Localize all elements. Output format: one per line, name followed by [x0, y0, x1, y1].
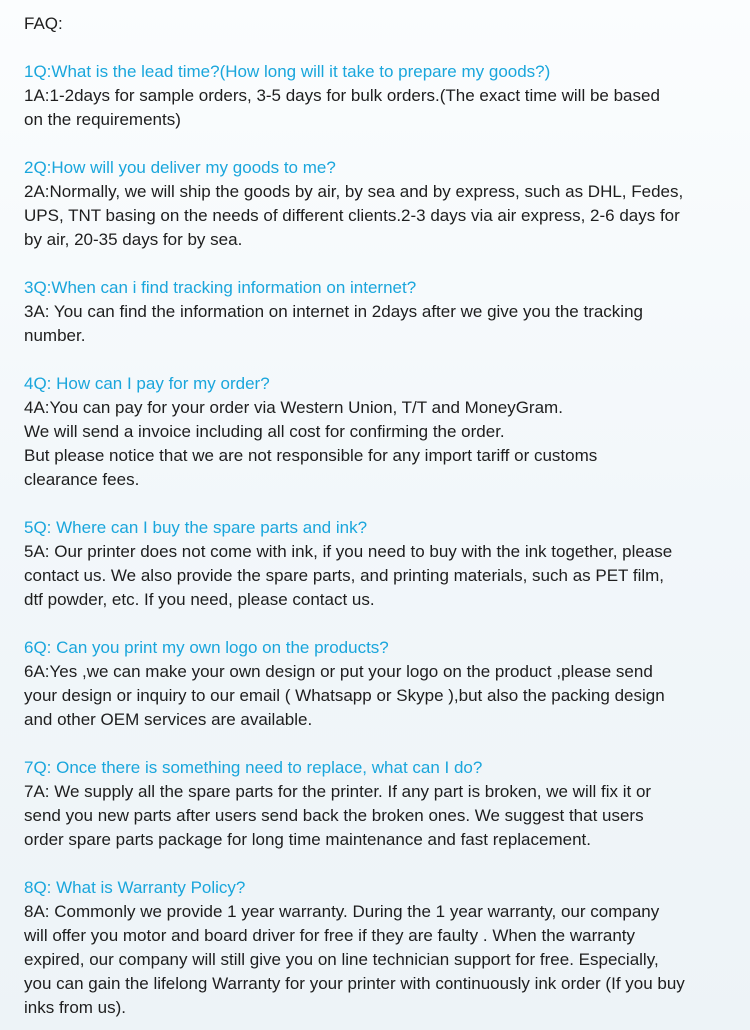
faq-answer-line: 7A: We supply all the spare parts for the printer. If any part is broken, we will fix it or: [24, 782, 652, 801]
faq-answer-line: 4A:You can pay for your order via Western Union, T/T and MoneyGram.: [24, 398, 563, 417]
faq-question: 8Q: What is Warranty Policy?: [24, 878, 246, 897]
faq-question: 2Q:How will you deliver my goods to me?: [24, 158, 336, 177]
faq-answer-line: you can gain the lifelong Warranty for your printer with continuously ink order (If you buy: [24, 974, 685, 993]
faq-answer-line: 5A: Our printer does not come with ink, if you need to buy with the ink together, please: [24, 542, 673, 561]
faq-item-3: [24, 276, 730, 348]
faq-item-6: [24, 636, 730, 732]
faq-answer-line: dtf powder, etc. If you need, please contact us.: [24, 590, 375, 609]
faq-answer-line: number.: [24, 326, 86, 345]
page-title: FAQ:: [24, 14, 63, 33]
faq-item-5: [24, 516, 730, 612]
faq-answer-line: 1A:1-2days for sample orders, 3-5 days for bulk orders.(The exact time will be based: [24, 86, 660, 105]
faq-answer-line: expired, our company will still give you on line technician support for free. Especially,: [24, 950, 659, 969]
faq-answer-line: UPS, TNT basing on the needs of different clients.2-3 days via air express, 2-6 days for: [24, 206, 680, 225]
faq-item-4: [24, 372, 730, 492]
faq-question: 6Q: Can you print my own logo on the products?: [24, 638, 389, 657]
faq-answer-line: 3A: You can find the information on internet in 2days after we give you the tracking: [24, 302, 643, 321]
faq-answer-line: 6A:Yes ,we can make your own design or put your logo on the product ,please send: [24, 662, 653, 681]
faq-answer-line: and other OEM services are available.: [24, 710, 313, 729]
faq-question: 1Q:What is the lead time?(How long will it take to prepare my goods?): [24, 62, 551, 81]
faq-question: 7Q: Once there is something need to replace, what can I do?: [24, 758, 483, 777]
faq-answer-line: by air, 20-35 days for by sea.: [24, 230, 243, 249]
faq-answer-line: We will send a invoice including all cost for confirming the order.: [24, 422, 505, 441]
faq-answer-line: contact us. We also provide the spare parts, and printing materials, such as PET film,: [24, 566, 665, 585]
faq-item-1: [24, 60, 730, 132]
faq-item-2: [24, 156, 730, 252]
faq-question: 4Q: How can I pay for my order?: [24, 374, 270, 393]
faq-answer-line: 2A:Normally, we will ship the goods by air, by sea and by express, such as DHL, Fedes,: [24, 182, 684, 201]
faq-answer-line: But please notice that we are not responsible for any import tariff or customs: [24, 446, 598, 465]
faq-answer-line: your design or inquiry to our email ( Whatsapp or Skype ),but also the packing design: [24, 686, 665, 705]
faq-answer-line: clearance fees.: [24, 470, 140, 489]
faq-item-8: [24, 876, 730, 1020]
faq-answer-line: on the requirements): [24, 110, 181, 129]
faq-item-7: [24, 756, 730, 852]
faq-answer-line: will offer you motor and board driver for free if they are faulty . When the warranty: [24, 926, 636, 945]
faq-question: 5Q: Where can I buy the spare parts and ink?: [24, 518, 368, 537]
faq-answer-line: inks from us).: [24, 998, 127, 1017]
faq-answer-line: send you new parts after users send back the broken ones. We suggest that users: [24, 806, 644, 825]
faq-answer-line: 8A: Commonly we provide 1 year warranty. During the 1 year warranty, our company: [24, 902, 660, 921]
faq-answer-line: order spare parts package for long time maintenance and fast replacement.: [24, 830, 591, 849]
faq-question: 3Q:When can i find tracking information on internet?: [24, 278, 417, 297]
